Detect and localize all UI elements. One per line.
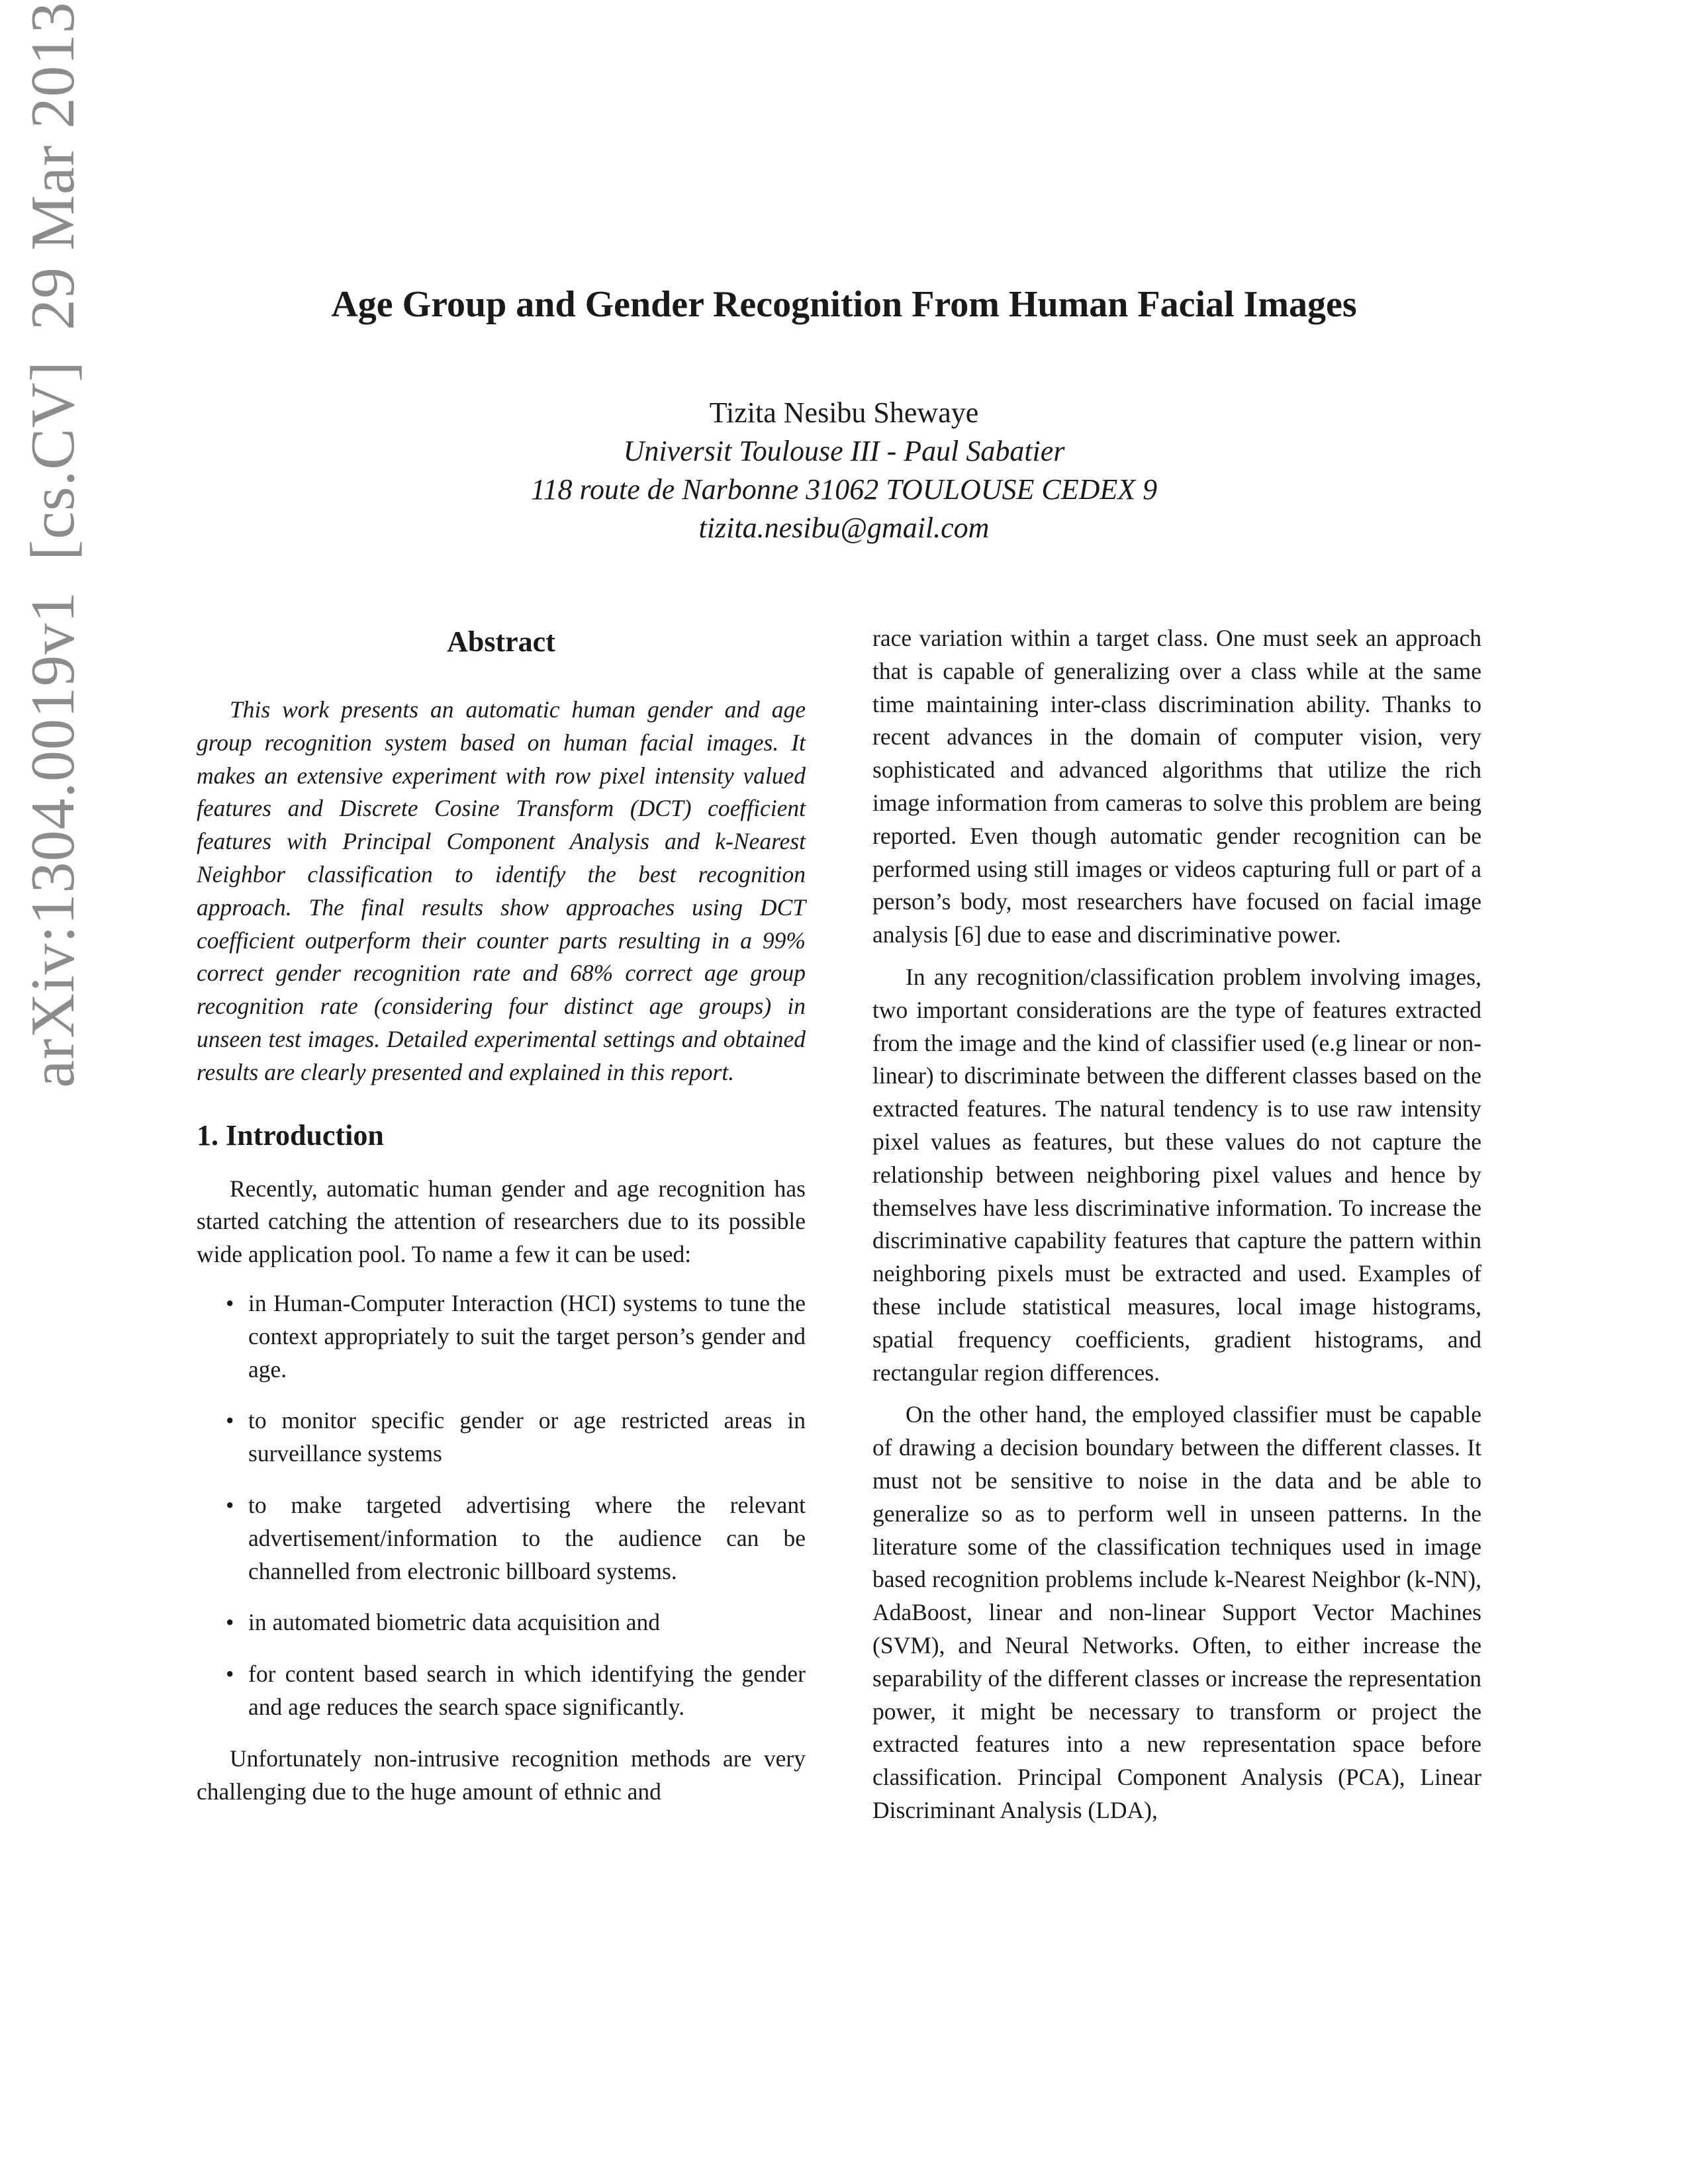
- author-affiliation: Universit Toulouse III - Paul Sabatier: [623, 435, 1065, 467]
- bullet-icon: •: [226, 1407, 234, 1434]
- arxiv-stamp: [17, 0, 89, 1088]
- author-email: tizita.nesibu@gmail.com: [698, 512, 990, 544]
- arxiv-id: arXiv:1304.0019v1: [19, 590, 87, 1088]
- intro-paragraph-2: Unfortunately non-intrusive recognition methods are very challenging due to the huge amount of ethnic and: [197, 1745, 806, 1805]
- bullet-icon: •: [226, 1491, 234, 1518]
- list-item: [197, 1404, 806, 1471]
- paper-title: Age Group and Gender Recognition From Human Facial Images: [331, 284, 1357, 325]
- bullet-icon: •: [226, 1289, 234, 1316]
- introduction-heading: 1. Introduction: [197, 1118, 384, 1152]
- list-item-text: to make targeted advertising where the relevant advertisement/information to the audience can be channelled from electronic billboard systems.: [248, 1491, 806, 1584]
- bullet-icon: •: [226, 1609, 234, 1636]
- list-item-text: in Human-Computer Interaction (HCI) systems to tune the context appropriately to suit the target person’s gender and age.: [248, 1289, 806, 1383]
- list-item: [197, 1606, 806, 1639]
- arxiv-category: [cs.CV]: [19, 360, 87, 561]
- list-item-text: for content based search in which identifying the gender and age reduces the search space significantly.: [248, 1661, 806, 1720]
- author-name: Tizita Nesibu Shewaye: [709, 396, 979, 429]
- intro-paragraph-4: On the other hand, the employed classifier must be capable of drawing a decision boundary between the different classes. It must not be sensitive to noise in the data and be able to generalize so as to perform well in unseen patterns. In the literature some of the classification techniques used in image based recognition problems include k-Nearest Neighbor (k-NN), AdaBoost, linear and non-linear Support Vector Machines (SVM), and Neural Networks. Often, to either increase the separability of the different classes or increase the representation power, it might be necessary to transform or project the extracted features into a new representation space before classification. Principal Component Analysis (PCA), Linear Discriminant Analysis (LDA),: [872, 1401, 1481, 1823]
- abstract-text: This work presents an automatic human gender and age group recognition system based on human facial images. It makes an extensive experiment with row pixel intensity valued features and Discrete Cosine Transform (DCT) coefficient features with Principal Component Analysis and k-Nearest Neighbor classification to identify the best recognition approach. The final results show approaches using DCT coefficient outperform their counter parts resulting in a 99% correct gender recognition rate and 68% correct age group recognition rate (considering four distinct age groups) in unseen test images. Detailed experimental settings and obtained results are clearly presented and explained in this report.: [197, 696, 806, 1085]
- bullet-icon: •: [226, 1661, 234, 1688]
- application-list: [197, 1287, 806, 1724]
- intro-paragraph-2-continued: race variation within a target class. One must seek an approach that is capable of generalizing over a class while at the same time maintaining inter-class discrimination ability. Thanks to recent advances in the domain of computer vision, very sophisticated and advanced algorithms that utilize the rich image information from cameras to solve this problem are being reported. Even though automatic gender recognition can be performed using still images or videos capturing full or part of a person’s body, most researchers have focused on facial image analysis [6] due to ease and discriminative power.: [872, 625, 1481, 948]
- author-address: 118 route de Narbonne 31062 TOULOUSE CEDEX 9: [530, 473, 1158, 506]
- list-item: [197, 1287, 806, 1386]
- right-column: [872, 622, 1481, 1837]
- list-item: [197, 1489, 806, 1588]
- list-item-text: to monitor specific gender or age restricted areas in surveillance systems: [248, 1407, 806, 1467]
- intro-paragraph-1: Recently, automatic human gender and age recognition has started catching the attention of researchers due to its possible wide application pool. To name a few it can be used:: [197, 1175, 806, 1268]
- author-block: [199, 394, 1489, 547]
- list-item: [197, 1658, 806, 1724]
- left-column: [197, 622, 806, 1817]
- abstract-heading: Abstract: [447, 625, 555, 658]
- arxiv-date: 29 Mar 2013: [19, 1, 87, 330]
- intro-paragraph-3: In any recognition/classification problem involving images, two important considerations are the type of features extracted from the image and the kind of classifier used (e.g linear or non-linear) to discriminate between the different classes based on the extracted features. The natural tendency is to use raw intensity pixel values as features, but these values do not capture the relationship between neighboring pixel values and hence by themselves have less discriminative information. To increase the discriminative capability features that capture the pattern within neighboring pixels must be extracted and used. Examples of these include statistical measures, local image histograms, spatial frequency coefficients, gradient histograms, and rectangular region differences.: [872, 963, 1481, 1386]
- list-item-text: in automated biometric data acquisition and: [248, 1609, 661, 1636]
